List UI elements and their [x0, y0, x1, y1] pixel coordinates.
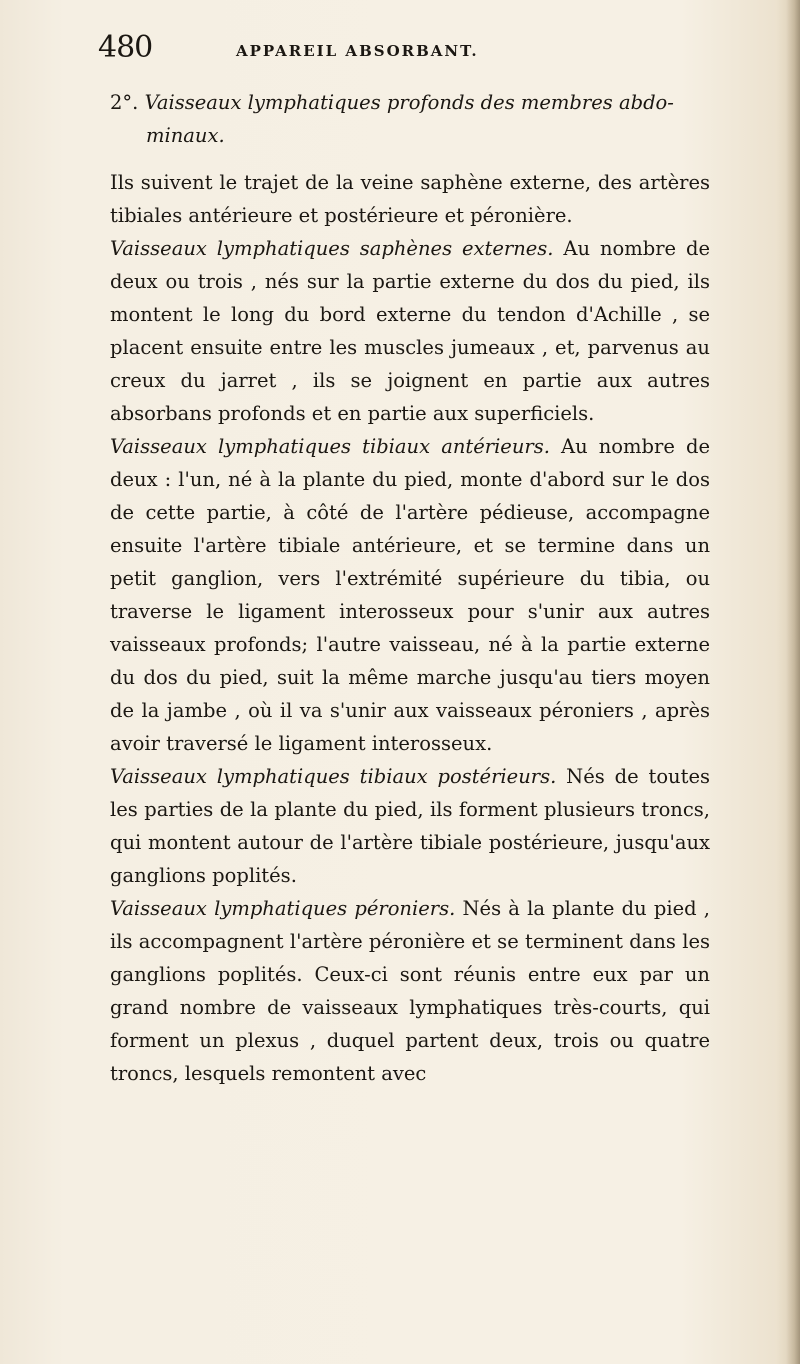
page-edge-shadow [786, 0, 800, 1364]
section-number: 2°. [110, 91, 139, 114]
paragraph [110, 760, 710, 892]
paragraph [110, 232, 710, 430]
running-head [98, 30, 718, 70]
paragraph-lead: Vaisseaux lymphatiques tibiaux antérieurs. [110, 435, 550, 458]
paragraph [110, 166, 710, 232]
paragraph-text: Nés de toutes les parties de la plante du pied, ils forment plusieurs troncs, qui montent autour de l'artère tibiale postérieure, jusqu'aux ganglions poplités. [110, 765, 711, 887]
paragraph-text: Ils suivent le trajet de la veine saphène externe, des artères tibiales antérieure et postérieure et péronière. [110, 171, 710, 227]
paragraph-text: Au nombre de deux : l'un, né à la plante du pied, monte d'abord sur le dos de cette partie, à côté de l'artère pédieuse, accompagne ensuite l'artère tibiale antérieure, et se termine dans un petit ganglion, vers l'extrémité supérieure du tibia, ou traverse le ligament interosseux pour s'unir aux autres vaisseaux profonds; l'autre vaisseau, né à la partie externe du dos du pied, suit la même marche jusqu'au tiers moyen de la jambe , où il va s'unir aux vaisseaux péroniers , après avoir traversé le ligament interosseux. [110, 435, 710, 755]
paragraph [110, 430, 710, 760]
body-text [110, 86, 710, 1090]
section-title-line2: minaux. [146, 124, 225, 147]
paragraph-lead: Vaisseaux lymphatiques tibiaux postérieurs. [110, 765, 557, 788]
paragraph-lead: Vaisseaux lymphatiques saphènes externes. [110, 237, 554, 260]
paragraph-text: Nés à la plante du pied , ils accompagnent l'artère péronière et se terminent dans les ganglions poplités. Ceux-ci sont réunis entre eux par un grand nombre de vaisseaux lymphatiques très-courts, qui forment un plexus , duquel partent deux, trois ou quatre troncs, lesquels remontent avec [110, 897, 710, 1085]
paragraph-text: Au nombre de deux ou trois , nés sur la partie externe du dos du pied, ils montent le long du bord externe du tendon d'Achille , se placent ensuite entre les muscles jumeaux , et, parvenus au creux du jarret , ils se joignent en partie aux autres absorbans profonds et en partie aux superficiels. [110, 237, 710, 425]
section-heading [110, 86, 710, 152]
paragraph [110, 892, 710, 1090]
section-title-line1: Vaisseaux lymphatiques profonds des membres abdo- [144, 91, 674, 114]
running-title: APPAREIL ABSORBANT. [236, 42, 479, 60]
page-number: 480 [98, 30, 153, 65]
paragraph-lead: Vaisseaux lymphatiques péroniers. [110, 897, 456, 920]
